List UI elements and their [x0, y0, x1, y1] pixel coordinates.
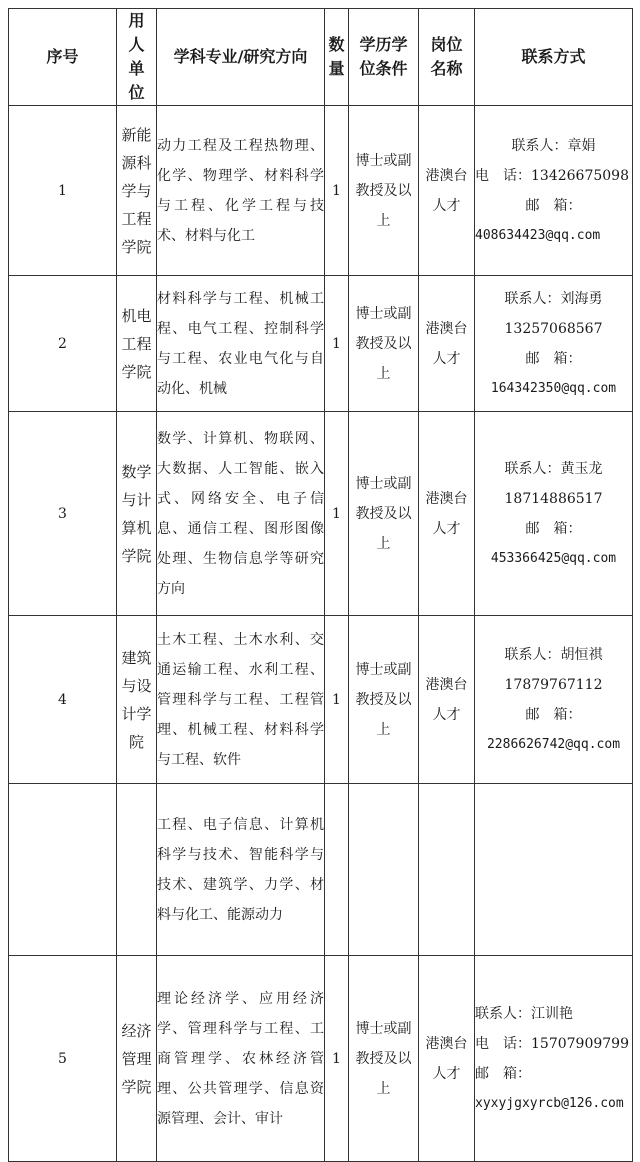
- row-major: 材料科学与工程、机械工程、电气工程、控制科学与工程、农业电气化与自动化、机械: [157, 276, 325, 412]
- header-unit: 用人单位: [117, 9, 157, 106]
- row-contact: [475, 412, 633, 616]
- contact-email: 453366425@qq.com: [490, 550, 617, 566]
- contact-email-label: 邮 箱：: [525, 520, 582, 537]
- row-unit: 机电工程学院: [117, 276, 157, 412]
- row-pos: 港澳台人才: [419, 276, 475, 412]
- contact-person: 联系人：江训艳: [475, 1005, 573, 1022]
- row-cond: 博士或副教授及以上: [349, 276, 419, 412]
- header-row: [9, 9, 633, 106]
- table-row: [9, 956, 633, 1162]
- row-cond: 博士或副教授及以上: [349, 106, 419, 276]
- contact-person: 联系人：黄玉龙: [504, 460, 603, 477]
- row-major: 动力工程及工程热物理、化学、物理学、材料科学与工程、化学工程与技术、材料与化工: [157, 106, 325, 276]
- table-row: [9, 412, 633, 616]
- row-cond: 博士或副教授及以上: [349, 616, 419, 784]
- row-major: 理论经济学、应用经济学、管理科学与工程、工商管理学、农林经济管理、公共管理学、信息资源管理、会计、审计: [157, 956, 325, 1162]
- contact-phone: 17879767112: [504, 676, 603, 693]
- row-major: 工程、电子信息、计算机科学与技术、智能科学与技术、建筑学、力学、材料与化工、能源动力: [157, 784, 325, 956]
- row-seq: 3: [9, 412, 117, 616]
- table-row: [9, 276, 633, 412]
- header-major: 学科专业/研究方向: [157, 9, 325, 106]
- row-major: 数学、计算机、物联网、大数据、人工智能、嵌入式、网络安全、电子信息、通信工程、图形图像处理、生物信息学等研究方向: [157, 412, 325, 616]
- row-num: 1: [325, 956, 349, 1162]
- row-pos: 港澳台人才: [419, 956, 475, 1162]
- contact-email-label: 邮 箱：: [525, 350, 582, 367]
- contact-phone: 电 话：13426675098: [475, 167, 629, 184]
- contact-email: xyxyjgxyrcb@126.com: [475, 1095, 624, 1111]
- contact-person: 联系人：章娟: [511, 137, 596, 154]
- row-cond: 博士或副教授及以上: [349, 956, 419, 1162]
- row-contact: [475, 276, 633, 412]
- contact-person: 联系人：刘海勇: [504, 290, 603, 307]
- contact-phone: 18714886517: [504, 490, 603, 507]
- header-seq: 序号: [9, 9, 117, 106]
- row-cond: [349, 784, 419, 956]
- header-pos: 岗位名称: [419, 9, 475, 106]
- row-unit: [117, 784, 157, 956]
- header-contact: 联系方式: [475, 9, 633, 106]
- table-row: [9, 106, 633, 276]
- row-unit: 经济管理学院: [117, 956, 157, 1162]
- row-major: 土木工程、土木水利、交通运输工程、水利工程、管理科学与工程、工程管理、机械工程、材料科学与工程、软件: [157, 616, 325, 784]
- row-seq: 1: [9, 106, 117, 276]
- table-row: [9, 616, 633, 784]
- row-pos: [419, 784, 475, 956]
- contact-email-label: 邮 箱：: [525, 706, 582, 723]
- row-cond: 博士或副教授及以上: [349, 412, 419, 616]
- row-unit: 新能源科学与工程学院: [117, 106, 157, 276]
- contact-phone: 电 话：15707909799: [475, 1035, 629, 1052]
- row-pos: 港澳台人才: [419, 412, 475, 616]
- contact-email-label: 邮 箱：: [475, 1065, 531, 1082]
- row-seq: 2: [9, 276, 117, 412]
- row-unit: 数学与计算机学院: [117, 412, 157, 616]
- contact-email: 2286626742@qq.com: [486, 736, 621, 752]
- row-unit: 建筑与设计学院: [117, 616, 157, 784]
- row-num: 1: [325, 616, 349, 784]
- row-contact: [475, 106, 633, 276]
- row-seq: [9, 784, 117, 956]
- contact-email: 164342350@qq.com: [490, 380, 617, 396]
- row-num: 1: [325, 106, 349, 276]
- row-pos: 港澳台人才: [419, 106, 475, 276]
- row-pos: 港澳台人才: [419, 616, 475, 784]
- header-num: 数量: [325, 9, 349, 106]
- row-num: 1: [325, 276, 349, 412]
- recruitment-table: [8, 8, 633, 1162]
- row-contact: [475, 784, 633, 956]
- contact-phone: 13257068567: [504, 320, 603, 337]
- contact-email-label: 邮 箱：: [525, 197, 582, 214]
- row-seq: 4: [9, 616, 117, 784]
- header-cond: 学历学位条件: [349, 9, 419, 106]
- row-contact: [475, 956, 633, 1162]
- row-contact: [475, 616, 633, 784]
- contact-person: 联系人：胡恒祺: [504, 646, 603, 663]
- contact-email: 408634423@qq.com: [475, 227, 601, 243]
- row-num: [325, 784, 349, 956]
- row-num: 1: [325, 412, 349, 616]
- table-row-continuation: [9, 784, 633, 956]
- row-seq: 5: [9, 956, 117, 1162]
